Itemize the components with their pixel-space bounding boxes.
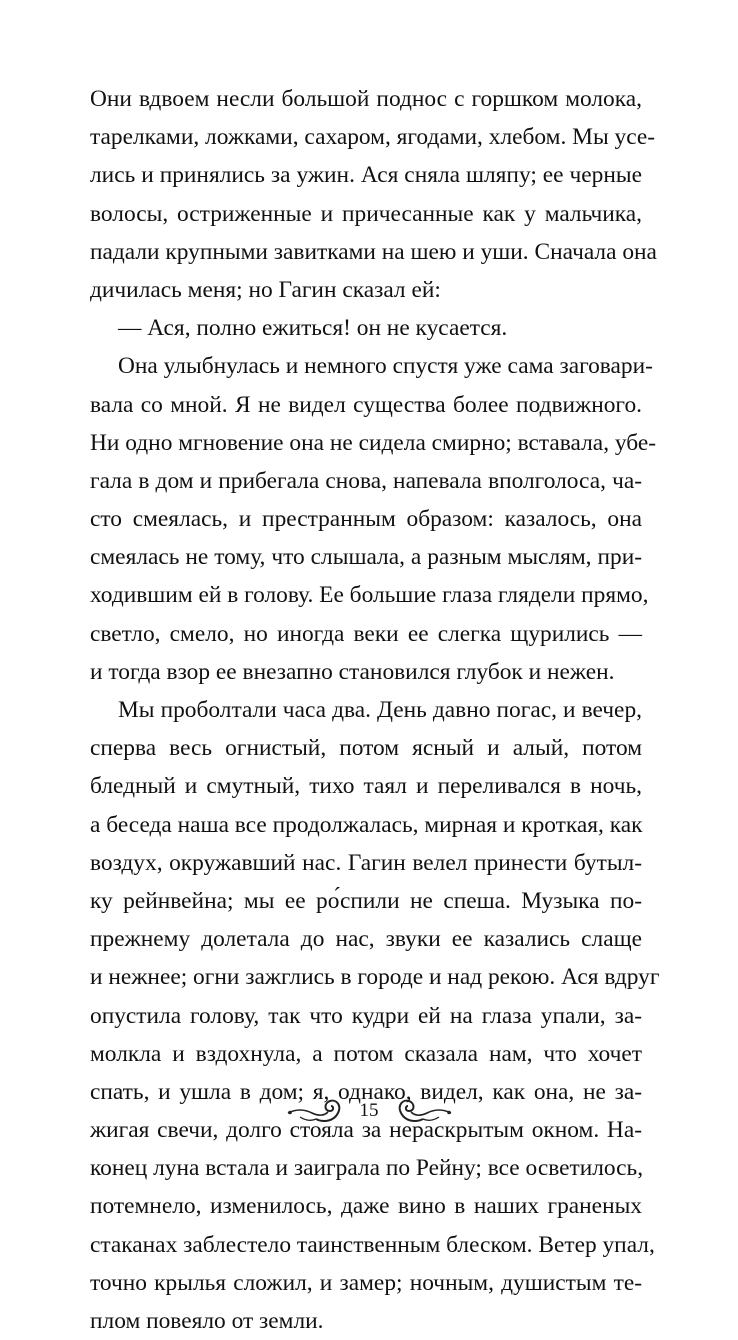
text-line: прежнему долетала до нас, звуки ее казались слаще <box>90 926 642 953</box>
text-line: конец луна встала и заиграла по Рейну; все осветилось, <box>90 1155 644 1182</box>
text-line: вала со мной. Я не видел существа более подвижного. <box>90 391 642 418</box>
text-line: а беседа наша все продолжалась, мирная и кроткая, как <box>90 811 643 838</box>
text-line: волосы, остриженные и причесанные как у мальчика, <box>90 200 642 227</box>
text-line: падали крупными завитками на шею и уши. Сначала она <box>90 238 657 265</box>
text-line: спать, и ушла в дом; я, однако, видел, как она, не за- <box>90 1078 642 1105</box>
text-line: сто смеялась, и престранным образом: казалось, она <box>90 506 642 533</box>
text-line: и тогда взор ее внезапно становился глубок и нежен. <box>90 658 615 685</box>
text-line: — Ася, полно ежиться! он не кусается. <box>118 315 508 342</box>
text-line: опустила голову, так что кудри ей на глаза упали, за- <box>90 1002 642 1029</box>
text-line: смеялась не тому, что слышала, а разным мыслям, при- <box>90 544 642 571</box>
book-page-text <box>90 80 660 1340</box>
text-line: ку рейнвейна; мы ее ро́спили не спеша. Музыка по- <box>90 887 642 914</box>
text-line: плом повеяло от земли. <box>90 1308 324 1334</box>
text-line: ходившим ей в голову. Ее большие глаза глядели прямо, <box>90 582 649 609</box>
text-line: лись и принялись за ужин. Ася сняла шляпу; ее черные <box>90 162 642 189</box>
text-line: гала в дом и прибегала снова, напевала вполголоса, ча- <box>90 467 642 494</box>
text-line: дичилась меня; но Гагин сказал ей: <box>90 276 441 303</box>
text-line: и нежнее; огни зажглись в городе и над рекою. Ася вдруг <box>90 964 660 991</box>
text-line: тарелками, ложками, сахаром, ягодами, хлебом. Мы усе- <box>90 124 656 151</box>
text-line: воздух, окружавший нас. Гагин велел принести бутыл- <box>90 849 642 876</box>
swirl-ornament-icon <box>389 1097 453 1125</box>
text-line: Они вдвоем несли большой поднос с горшком молока, <box>90 86 642 112</box>
text-line: Она улыбнулась и немного спустя уже сама заговари- <box>118 353 653 380</box>
text-line: Ни одно мгновение она не сидела смирно; вставала, убе- <box>90 429 657 456</box>
text-line: стаканах заблестело таинственным блеском. Ветер упал, <box>90 1231 655 1258</box>
page-footer <box>0 1091 738 1131</box>
text-line: молкла и вздохнула, а потом сказала нам, что хочет <box>90 1040 642 1067</box>
text-line: светло, смело, но иногда веки ее слегка щурились — <box>90 620 642 647</box>
text-line: Мы проболтали часа два. День давно погас, и вечер, <box>118 697 642 723</box>
text-line: сперва весь огнистый, потом ясный и алый, потом <box>90 735 642 762</box>
text-line: жигая свечи, долго стояла за нераскрытым окном. На- <box>90 1117 642 1144</box>
swirl-ornament-icon <box>286 1097 350 1125</box>
text-line: бледный и смутный, тихо таял и переливался в ночь, <box>90 773 642 800</box>
text-line: точно крылья сложил, и замер; ночным, душистым те- <box>90 1269 642 1296</box>
page-number: 15 <box>359 1100 379 1121</box>
text-line: потемнело, изменилось, даже вино в наших граненых <box>90 1193 642 1220</box>
